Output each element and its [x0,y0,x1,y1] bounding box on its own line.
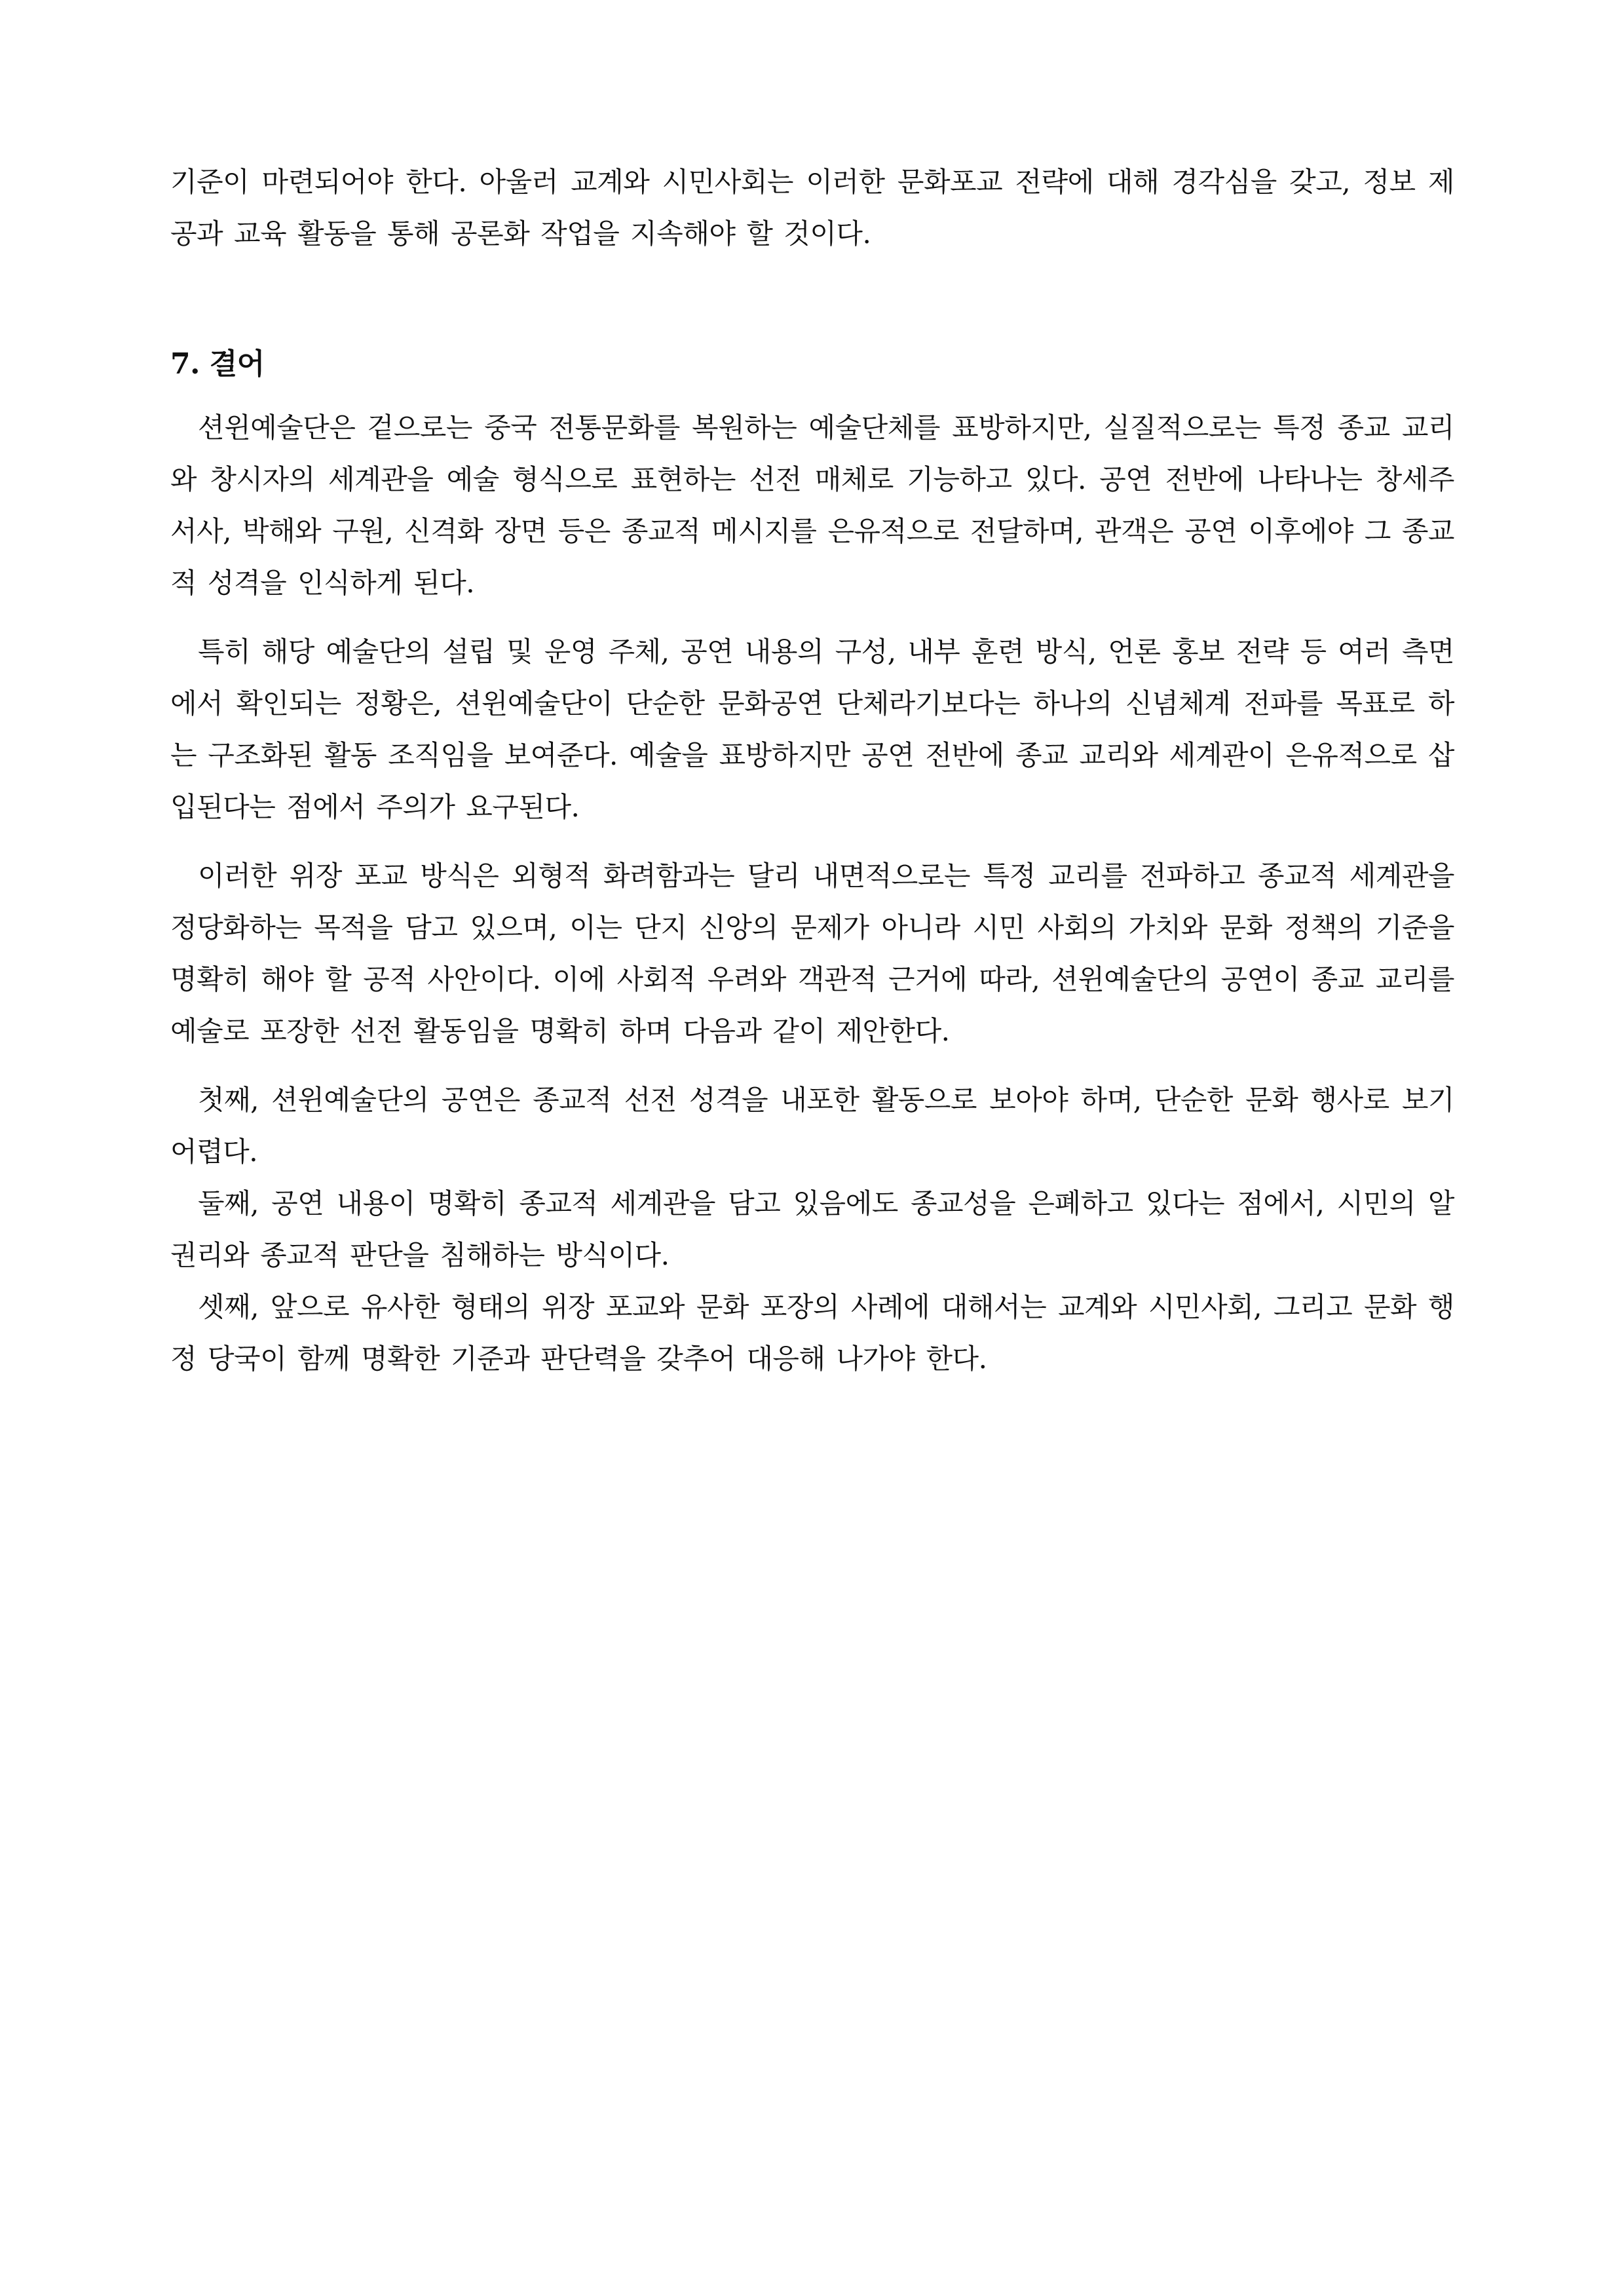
conclusion-paragraph-3: 이러한 위장 포교 방식은 외형적 화려함과는 달리 내면적으로는 특정 교리를 전파하고 종교적 세계관을 정당화하는 목적을 담고 있으며, 이는 단지 신앙의 문제가 아니라 시민 사회의 가치와 문화 정책의 기준을 명확히 해야 할 공적 사안이다. 이에 사회적 우려와 객관적 근거에 따라, 션윈예술단의 공연이 종교 교리를 예술로 포장한 선전 활동임을 명확히 하며 다음과 같이 제안한다. [170,860,1454,1047]
section-heading: 7. 결어 [170,347,265,381]
conclusion-paragraph-2: 특히 해당 예술단의 설립 및 운영 주체, 공연 내용의 구성, 내부 훈련 방식, 언론 홍보 전략 등 여러 측면에서 확인되는 정황은, 션윈예술단이 단순한 문화공연 단체라기보다는 하나의 신념체계 전파를 목표로 하는 구조화된 활동 조직임을 보여준다. 예술을 표방하지만 공연 전반에 종교 교리와 세계관이 은유적으로 삽입된다는 점에서 주의가 요구된다. [170,636,1455,823]
heading-spacer [170,390,1454,402]
proposal-second: 둘째, 공연 내용이 명확히 종교적 세계관을 담고 있음에도 종교성을 은폐하고 있다는 점에서, 시민의 알 권리와 종교적 판단을 침해하는 방식이다. [170,1187,1454,1271]
proposal-third: 셋째, 앞으로 유사한 형태의 위장 포교와 문화 포장의 사례에 대해서는 교계와 시민사회, 그리고 문화 행정 당국이 함께 명확한 기준과 판단력을 갖추어 대응해 나가야 한다. [170,1291,1454,1375]
paragraph-spacer [170,833,1454,850]
opening-paragraph: 기준이 마련되어야 한다. 아울러 교계와 시민사회는 이러한 문화포교 전략에 대해 경각심을 갖고, 정보 제공과 교육 활동을 통해 공론화 작업을 지속해야 할 것이다. [170,166,1454,250]
proposal-first: 첫째, 션윈예술단의 공연은 종교적 선전 성격을 내포한 활동으로 보아야 하며, 단순한 문화 행사로 보기 어렵다. [170,1084,1454,1168]
paragraph-spacer [170,609,1454,626]
section-spacer [170,259,1454,338]
conclusion-paragraph-1: 션윈예술단은 겉으로는 중국 전통문화를 복원하는 예술단체를 표방하지만, 실질적으로는 특정 종교 교리와 창시자의 세계관을 예술 형식으로 표현하는 선전 매체로 기능하고 있다. 공연 전반에 나타나는 창세주 서사, 박해와 구원, 신격화 장면 등은 종교적 메시지를 은유적으로 전달하며, 관객은 공연 이후에야 그 종교적 성격을 인식하게 된다. [170,411,1454,599]
paragraph-spacer [170,1057,1454,1074]
document-body [170,156,1454,1385]
